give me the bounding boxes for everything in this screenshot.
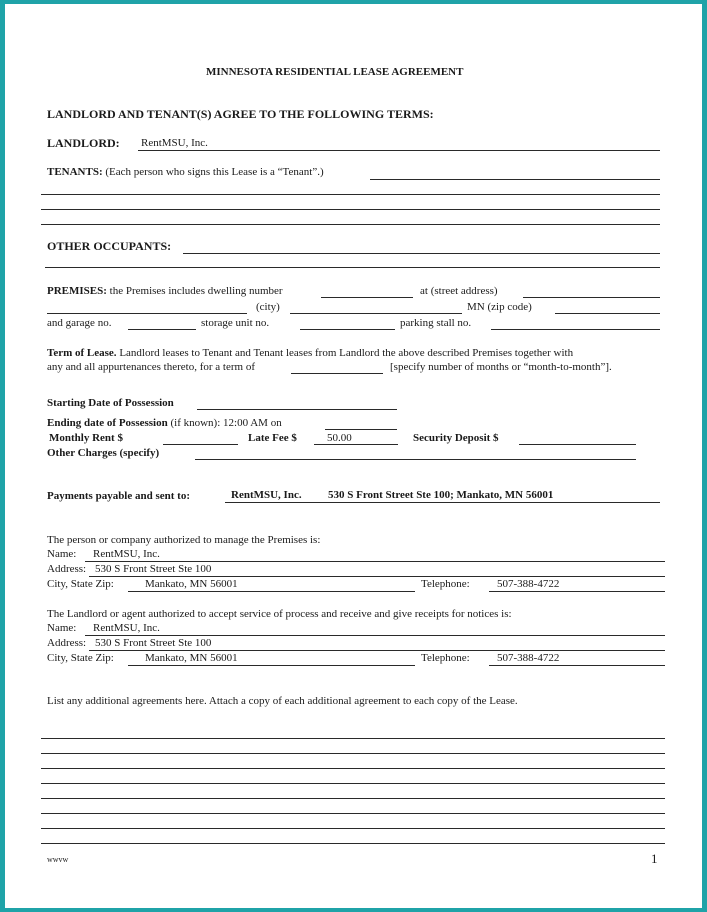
term-paragraph-line2: any and all appurtenances thereto, for a term of xyxy=(47,361,255,373)
start-date-line[interactable] xyxy=(197,409,397,410)
agent-address-value: 530 S Front Street Ste 100 xyxy=(95,637,212,649)
parking-label: parking stall no. xyxy=(400,317,472,329)
footer-code: wwvw xyxy=(47,855,69,864)
storage-label: storage unit no. xyxy=(201,317,270,329)
agent-phone-line[interactable] xyxy=(489,665,665,666)
landlord-field-line[interactable] xyxy=(138,150,660,151)
late-fee-value: 50.00 xyxy=(327,432,352,444)
lease-document-page xyxy=(5,4,702,908)
end-date-line[interactable] xyxy=(325,429,397,430)
additional-line[interactable] xyxy=(41,738,665,739)
tenants-extra-line[interactable] xyxy=(41,224,660,225)
manager-name-value: RentMSU, Inc. xyxy=(93,548,160,560)
city-line[interactable] xyxy=(290,313,462,314)
document-title: MINNESOTA RESIDENTIAL LEASE AGREEMENT xyxy=(206,66,464,78)
additional-agreements-text: List any additional agreements here. Attach a copy of each additional agreement to each copy of the Lease. xyxy=(47,695,518,707)
zip-code-line[interactable] xyxy=(555,313,660,314)
payments-line[interactable] xyxy=(225,502,660,503)
landlord-label: LANDLORD: xyxy=(47,136,120,150)
term-paragraph-line1: Term of Lease. Landlord leases to Tenant and Tenant leases from Landlord the above described Premises together with xyxy=(47,347,574,359)
storage-line[interactable] xyxy=(300,329,395,330)
manager-city-label: City, State Zip: xyxy=(47,578,114,590)
agent-city-label: City, State Zip: xyxy=(47,652,114,664)
agent-phone-value: 507-388-4722 xyxy=(497,652,560,664)
additional-line[interactable] xyxy=(41,768,665,769)
street-address-line[interactable] xyxy=(523,297,660,298)
rent-line[interactable] xyxy=(163,444,238,445)
payments-address: 530 S Front Street Ste 100; Mankato, MN 56001 xyxy=(328,489,554,501)
page-number: 1 xyxy=(651,851,658,866)
agent-name-value: RentMSU, Inc. xyxy=(93,622,160,634)
dwelling-number-line[interactable] xyxy=(321,297,413,298)
agent-intro: The Landlord or agent authorized to accept service of process and receive and give receipts for notices is: xyxy=(47,608,512,620)
agent-address-line[interactable] xyxy=(89,650,665,651)
agent-name-label: Name: xyxy=(47,622,77,634)
term-length-line[interactable] xyxy=(291,373,383,374)
agent-name-line[interactable] xyxy=(85,635,665,636)
agent-city-value: Mankato, MN 56001 xyxy=(145,652,238,664)
street-address-label: at (street address) xyxy=(420,285,498,297)
premises-line[interactable] xyxy=(47,313,247,314)
manager-name-line[interactable] xyxy=(85,561,665,562)
manager-name-label: Name: xyxy=(47,548,77,560)
occupants-extra-line[interactable] xyxy=(45,267,660,268)
other-charges-line[interactable] xyxy=(195,459,636,460)
parking-line[interactable] xyxy=(491,329,660,330)
additional-line[interactable] xyxy=(41,813,665,814)
garage-line[interactable] xyxy=(128,329,196,330)
manager-address-line[interactable] xyxy=(89,576,665,577)
additional-line[interactable] xyxy=(41,828,665,829)
start-date-label: Starting Date of Possession xyxy=(47,397,174,409)
tenants-extra-line[interactable] xyxy=(41,194,660,195)
term-specify-note: [specify number of months or “month-to-month”]. xyxy=(390,361,612,373)
manager-intro: The person or company authorized to manage the Premises is: xyxy=(47,534,321,546)
rent-label: Monthly Rent $ xyxy=(49,432,123,444)
deposit-label: Security Deposit $ xyxy=(413,432,499,444)
manager-phone-line[interactable] xyxy=(489,591,665,592)
agent-city-line[interactable] xyxy=(128,665,415,666)
manager-city-value: Mankato, MN 56001 xyxy=(145,578,238,590)
late-fee-label: Late Fee $ xyxy=(248,432,297,444)
additional-line[interactable] xyxy=(41,753,665,754)
state-zip-label: MN (zip code) xyxy=(467,301,532,313)
garage-label: and garage no. xyxy=(47,317,112,329)
occupants-label: OTHER OCCUPANTS: xyxy=(47,239,172,253)
late-fee-line[interactable] xyxy=(314,444,398,445)
manager-phone-value: 507-388-4722 xyxy=(497,578,560,590)
tenants-field-line[interactable] xyxy=(370,179,660,180)
additional-line[interactable] xyxy=(41,798,665,799)
payments-payee: RentMSU, Inc. xyxy=(231,489,302,501)
tenants-extra-line[interactable] xyxy=(41,209,660,210)
agent-address-label: Address: xyxy=(47,637,87,649)
end-date-label: Ending date of Possession (if known): 12:00 AM on xyxy=(47,417,282,429)
manager-phone-label: Telephone: xyxy=(421,578,470,590)
premises-label: PREMISES: the Premises includes dwelling number xyxy=(47,285,283,297)
manager-address-label: Address: xyxy=(47,563,87,575)
manager-city-line[interactable] xyxy=(128,591,415,592)
agreement-heading: LANDLORD AND TENANT(S) AGREE TO THE FOLLOWING TERMS: xyxy=(47,107,434,121)
occupants-field-line[interactable] xyxy=(183,253,660,254)
payments-label: Payments payable and sent to: xyxy=(47,490,191,502)
landlord-value: RentMSU, Inc. xyxy=(141,137,208,149)
manager-address-value: 530 S Front Street Ste 100 xyxy=(95,563,212,575)
agent-phone-label: Telephone: xyxy=(421,652,470,664)
other-charges-label: Other Charges (specify) xyxy=(47,447,160,459)
deposit-line[interactable] xyxy=(519,444,636,445)
city-label: (city) xyxy=(256,301,280,313)
additional-line[interactable] xyxy=(41,783,665,784)
tenants-label: TENANTS: (Each person who signs this Lease is a “Tenant”.) xyxy=(47,166,324,178)
additional-line[interactable] xyxy=(41,843,665,844)
